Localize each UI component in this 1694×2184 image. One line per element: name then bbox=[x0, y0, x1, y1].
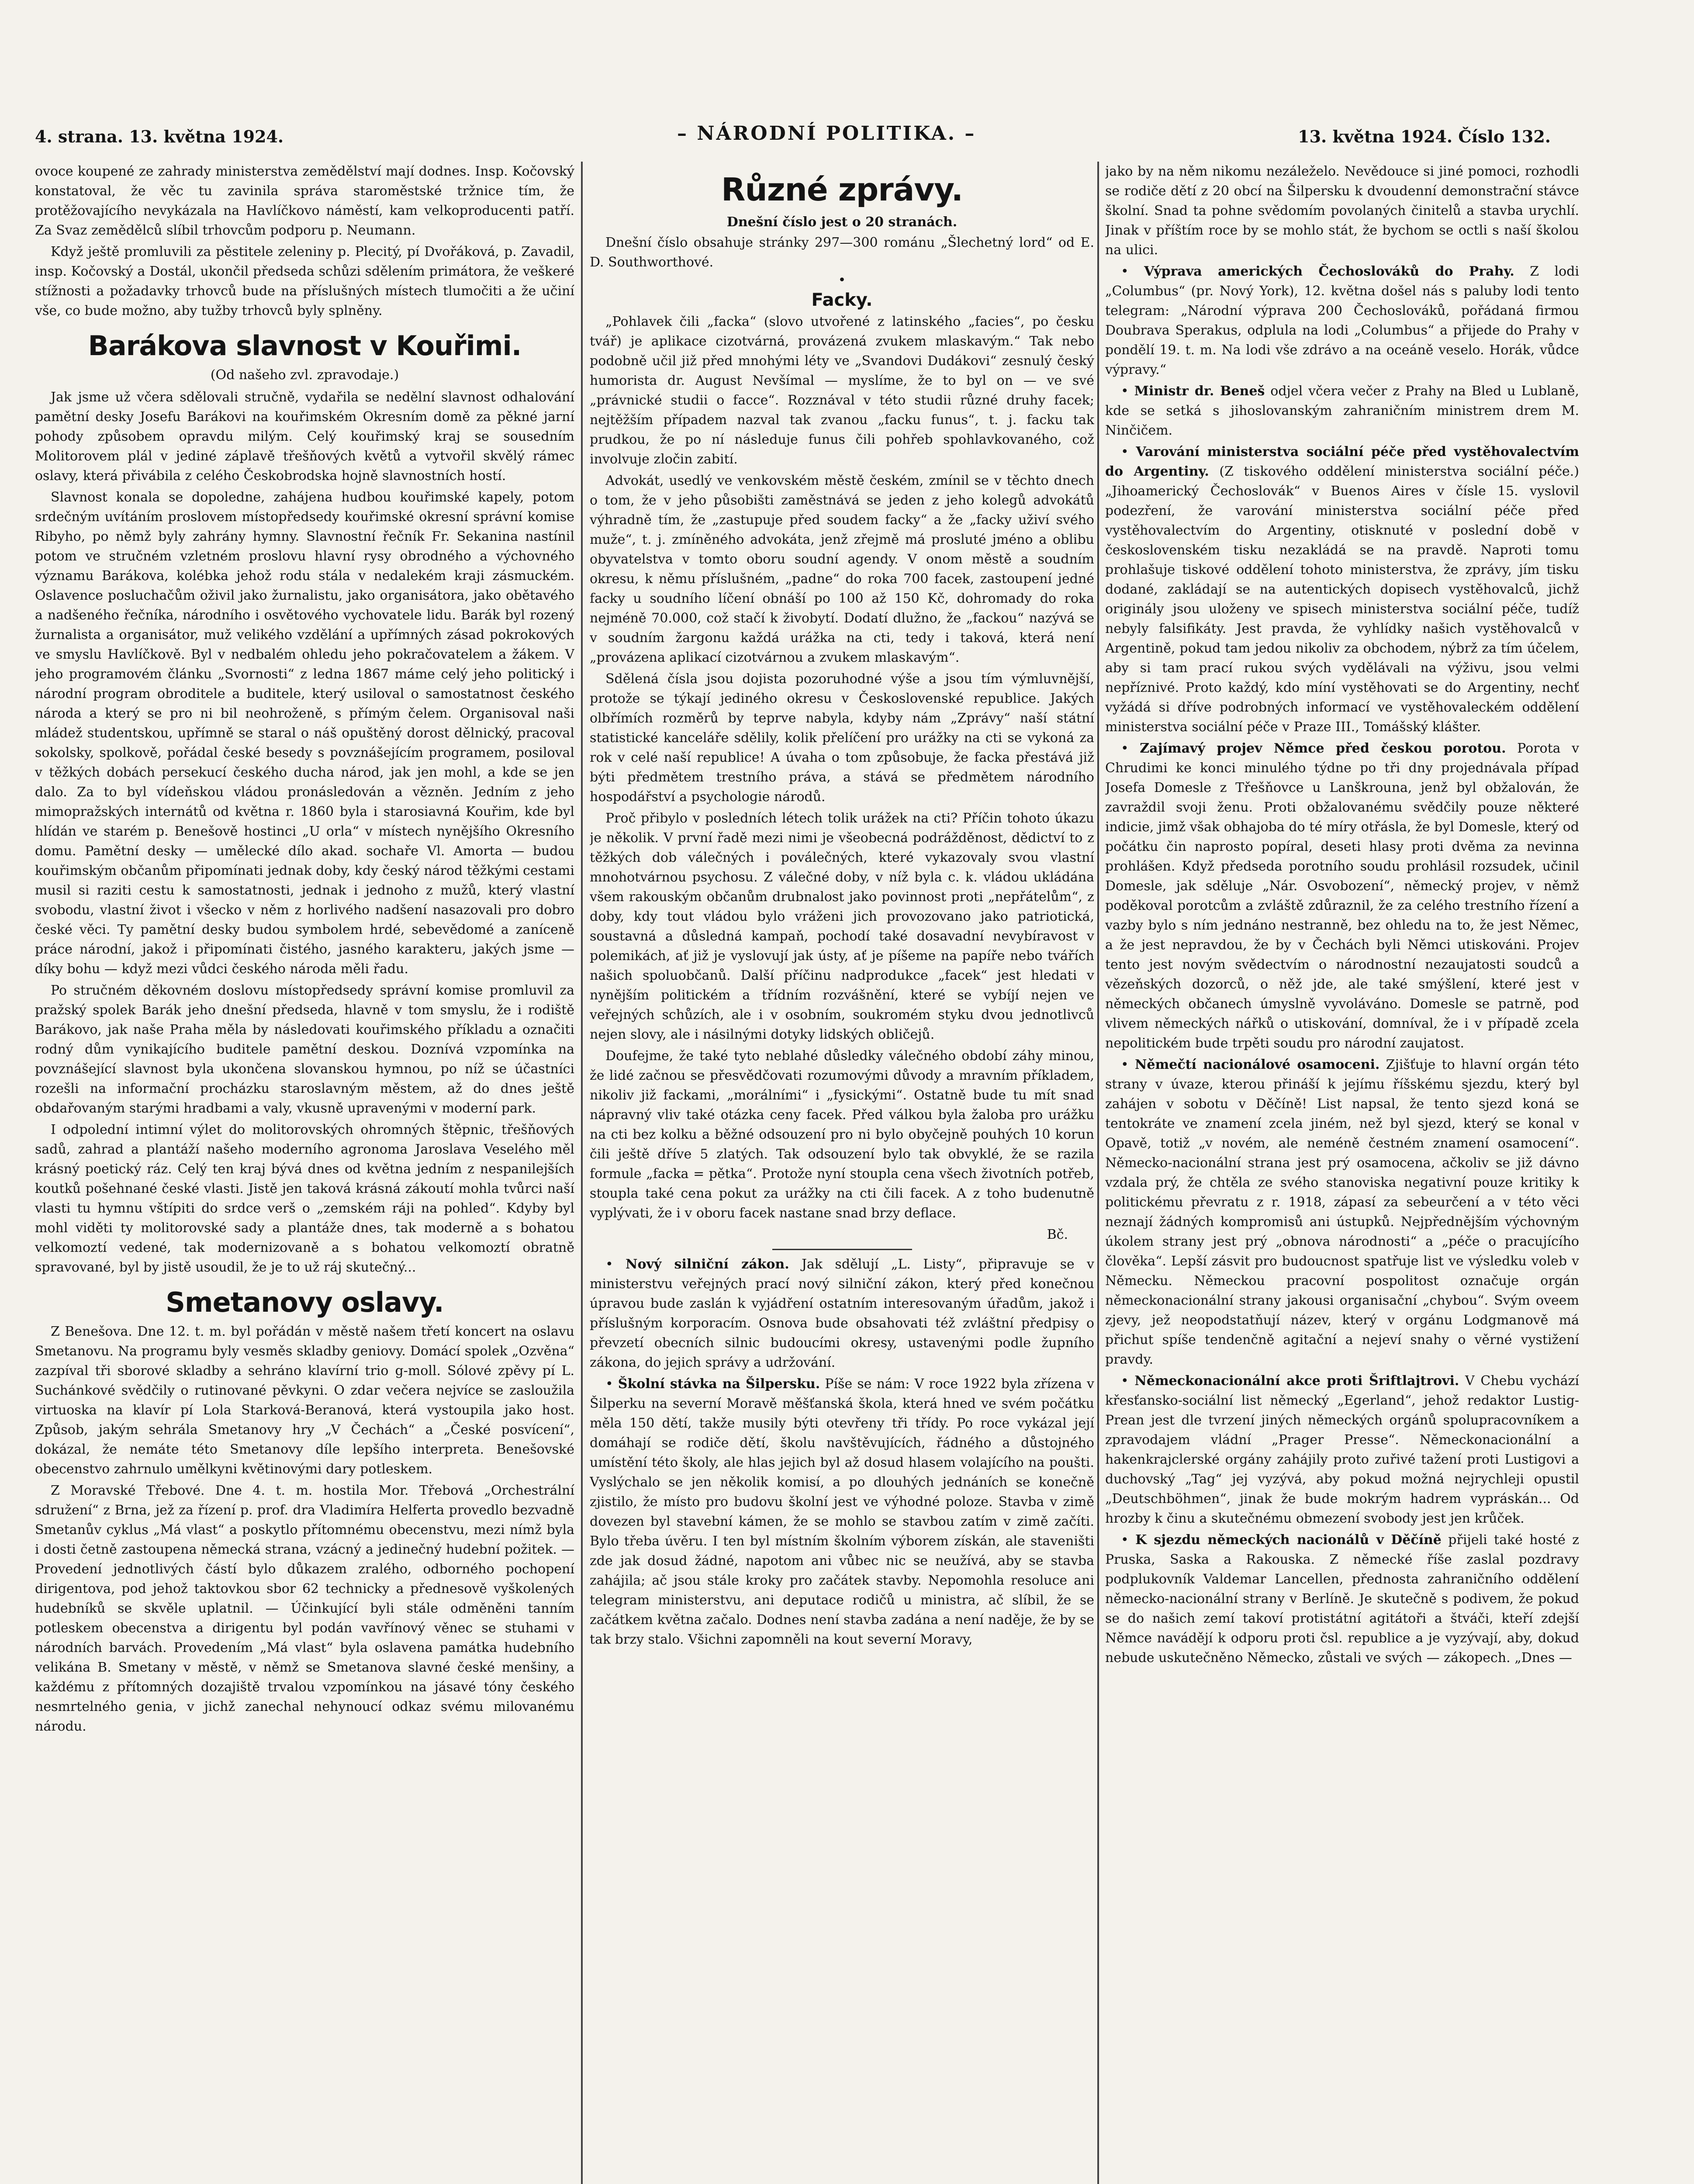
paragraph: • Školní stávka na Šilpersku. Píše se nám: V roce 1922 byla zřízena v Šilperku na severní Moravě měšťanská škola, která hned ve svém počátku měla 150 dětí, takže musily býti otevřeny tři třídy. Po roce vykázal její domáhají se rodiče dětí, školu navštěvujících, řádného a důstojného umístění této školy, ale hlas jejich byl až dosud hlasem volajícího na poušti. Vyslýchalo se jen několik komisí, a po dlouhých jednáních se konečně zjistilo, že místo pro budovu školní jest ve výhodné poloze. Stavba v zimě dovezen byl stavební kámen, že se mohlo se stavbou zatím v zimě začíti. Bylo třeba úvěru. I ten byl místním školním výborem získán, ale staveništi zde jak dosud žádné, napotom ani vůbec nic se neužívá, aby se stavba zahájila; ač jsou stále kroky pro začátek stavby. Nepomohla resoluce ani telegram ministerstvu, ani deputace rodičů u ministra, ač slíbil, že se začátkem května začalo. Dodnes není stavba zadána a není naděje, že by se tak brzy stalo. Všichni zapomněli na kout severní Moravy, bbox=[590, 1376, 1094, 1647]
news-headline: Facky. bbox=[811, 290, 873, 310]
news-headline: Nový silniční zákon. bbox=[626, 1257, 789, 1272]
paragraph: Když ještě promluvili za pěstitele zeleniny p. Plecitý, pí Dvořáková, p. Zavadil, insp. Kočovský a Dostál, ukončil předseda schůzi sdělením primátora, že veškeré stížnosti a požadavky trhovců bude na příslušných místech tlumočiti a že učiní vše, co bude možno, aby tužby trhovců byly splněny. bbox=[35, 244, 574, 318]
news-headline: Výprava amerických Čechoslováků do Prahy. bbox=[1144, 264, 1514, 279]
article-subtitle: (Od našeho zvl. zpravodaje.) bbox=[210, 367, 399, 383]
paragraph: • Nový silniční zákon. Jak sdělují „L. Listy“, připravuje se v ministerstvu veřejných prací nový silniční zákon, který před konečnou úpravou bude zaslán k vyjádření ostatním interesovaným úřadům, jakož i příslušným korporacím. Osnova bude obsahovati též zvláštní předpisy o převzetí obecních silnic budoucími okresy, ustavenými podle župního zákona, do jejich správy a udržování. bbox=[590, 1257, 1094, 1370]
column-2 bbox=[590, 162, 1094, 2184]
paragraph: Z Moravské Třebové. Dne 4. t. m. hostila Mor. Třebová „Orchestrální sdružení“ z Brna, jež za řízení p. prof. dra Vladimíra Helferta provedlo bezvadně Smetanův cyklus „Má vlast“ a poskytlo přítomnému obecenstvu, mezi nímž byla i dosti četně zastoupena německá strana, vzácný a jedinečný hudební požitek. — Provedení jednotlivých částí bylo důkazem zralého, odborného pochopení dirigentova, pod jehož taktovkou sbor 62 technicky a přednesově vyškolených hudebníků se skvěle uplatnil. — Účinkující byli stále odměněni tanním potleskem obecenstva a dirigentu byl podán vavřínový věnec se stuhami v národních barvách. Provedením „Má vlast“ byla oslavena památka hudebního velikána B. Smetany v městě, v němž se Smetanova slavné české menšiny, a každému z přítomných dozajiště trvalou vzpomínkou na jásavé tóny českého nesmrtelného genia, v jichž zanechal nehynoucí odkaz svému milovanému národu. bbox=[35, 1483, 574, 1734]
article-title-barak: Barákova slavnost v Kouřimi. bbox=[88, 330, 522, 362]
section-title-ruzne-zpravy: Různé zprávy. bbox=[721, 171, 963, 208]
header-issue-number: 13. května 1924. Číslo 132. bbox=[1298, 127, 1551, 146]
news-item: • K sjezdu německých nacionálů v Děčíně přijeli také hosté z Pruska, Saska a Rakouska. Z německé říše zaslal pozdravy podplukovník Valdemar Lancellen, přednosta zahraničního oddělení německo-nacionální strany v Berlíně. Je skutečně s podivem, že pokud se do našich zemí takoví protistátní agitátoři a štváči, kteří zdejší Němce navádějí k odporu proti čsl. republice a je vyzývají, aby, dokud nebude uskutečněno Německo, zůstali ve svých — zákopech. „Dnes — bbox=[1105, 1532, 1579, 1666]
news-text: (Z tiskového oddělení ministerstva sociální péče.) „Jihoamerický Čechoslovák“ v Buenos Aires v čísle 15. vyslovil podezření, že varování ministerstva sociální péče před vystěhovalectvím do Argentiny, otisknuté v poslední době v československém tisku nezakládá se na pravdě. Naproti tomu prohlašuje tiskové oddělení tohoto ministerstva, že zprávy, jím tisku dodané, zakládají se na autentických dopisech vystěhovalců, jichž originály jsou uloženy ve spisech ministerstva sociální péče, tudíž nebyly falsifikáty. Jest pravda, že vyhlídky našich vystěhovalců v Argentině, pokud tam jedou nikoliv za obchodem, nýbrž za tím účelem, aby si tam prací rukou svých vydělávali na výživu, jsou velmi nepříznivé. Proto každý, kdo míní vystěhovati se do Argentiny, nechť vyžádá si dříve podrobných informací ve vystěhovaleckém oddělení ministerstva sociální péče v Praze III., Tomášský klášter. bbox=[1105, 464, 1579, 735]
paragraph: „Pohlavek čili „facka“ (slovo utvořené z latinského „facies“, po česku tvář) je aplikace cizotvárná, provázená zvukem mlaskavým.“ Tak nebo podobně učil již před mnohými léty ve „Svandovi Dudákovi“ zesnulý český humorista dr. August Nevšímal — myslíme, že to byl on — ve své „právnické studii o facce“. Rozznával v této studii různé druhy facek; nejtěžším případem nazval tak zvanou „facku funus“, t. j. facku tak prudkou, že po ní následuje funus čili pohřeb spohlavkovaného, což involvuje zločin zabití. bbox=[590, 314, 1094, 467]
author-signature: Bč. bbox=[1047, 1227, 1068, 1242]
news-headline: Zajímavý projev Němce před českou porotou. bbox=[1140, 741, 1506, 756]
news-headline: Ministr dr. Beneš bbox=[1134, 384, 1265, 399]
paragraph: Z Benešova. Dne 12. t. m. byl pořádán v městě našem třetí koncert na oslavu Smetanovu. Na programu byly vesměs skladby geniovy. Domácí spolek „Ozvěna“ zazpíval tři sborové skladby a sehráno klavírní trio g-moll. Sólové zpěvy pí L. Suchánkové svědčily o rutinované pěvkyni. O zdar večera nejvíce se zasloužila virtuoska na klavír pí Lola Starková-Beranová, která vystoupila jako host. Způsob, jakým sehrála Smetanovy hry „V Čechách“ a „České posvícení“, dokázal, že nemáte této Smetanovy díle lepšího interpreta. Benešovské obecenstvo zahrnulo umělkyni květinovými dary potleskem. bbox=[35, 1324, 574, 1477]
paragraph: jako by na něm nikomu nezáleželo. Nevědouce si jiné pomoci, rozhodli se rodiče dětí z 20 obcí na Šilpersku k dvoudenní demonstrační stávce školní. Snad ta pohne svědomím povolaných činitelů a stavba urychlí. Jinak v příštím roce by se mohlo stát, že bychom se octli s naší školou na ulici. bbox=[1105, 164, 1579, 258]
separator-dot: • bbox=[838, 273, 846, 288]
news-headline: Varování ministerstva sociální péče před vystěhovalectvím do Argentiny. bbox=[1105, 444, 1579, 479]
paragraph: Dnešní číslo obsahuje stránky 297—300 románu „Šlechetný lord“ od E. D. Southworthové. bbox=[590, 235, 1094, 270]
news-headline: Školní stávka na Šilpersku. bbox=[618, 1376, 820, 1392]
news-item: • Zajímavý projev Němce před českou porotou. Porota v Chrudimi ke konci minulého týdne po tři dny projednávala případ Josefa Domesle z Třešňovce u Lanškrouna, jenž byl obžalován, že zavraždil svoji ženu. Proti obžalovanému svědčily pouze některé indicie, jimž však obhajoba do té míry otřásla, že byl Domesle, který od počátku čin naprosto popíral, deseti hlasy proti dvěma za nevinna prohlášen. Když předseda porotního soudu prohlásil rozsudek, učinil Domesle, jak sděluje „Nár. Osvobození“, německý projev, v němž poděkoval porotcům a zvláště zdůraznil, že za celého trestního řízení a vazby bylo s ním jednáno nestranně, bez ohledu na to, že jest Němec, a že jest nepravdou, že by v Čechách byli Němci utiskováni. Projev tento jest novým svědectvím o národnostní nezaujatosti soudců a vězeňských dozorců, o něž jde, ale také smýšlení, které jest v německých občanech úmyslně vyvoláváno. Domesle se patrně, pod vlivem německých nářků o utiskování, domníval, že i v případě zcela nepolitickém bude trpěti soudu pro národní zaujatost. bbox=[1105, 741, 1579, 1051]
paragraph: Sdělená čísla jsou dojista pozoruhodné výše a jsou tím výmluvnější, protože se týkají jediného okresu v Československé republice. Jakých olbřímích rozměrů by teprve nabyla, kdyby nám „Zprávy“ naší státní statistické kanceláře sdělily, kolik přelíčení pro urážky na cti se vykoná za rok v celé naší republice! A úvaha o tom způsobuje, že facka přestává již býti předmětem trestního práva, a stává se předmětem národního hospodářství a psychologie národů. bbox=[590, 671, 1094, 805]
news-item: • Německonacionální akce proti Šriftlajtrovi. V Chebu vychází křesťansko-sociální list německý „Egerland“, jehož redaktor Lustig-Prean jest dle tvrzení jiných německých orgánů spolupracovníkem a zpravodajem vládní „Prager Presse“. Německonacionální a hakenkrajclerské orgány zahájily proto zuřivé tažení proti Lustigovi a duchovský „Tag“ jej vyzývá, aby pokud možná nejrychleji opustil „Deutschböhmen“, jinak že bude mokrým hadrem vypráskán... Od hrozby k činu a skutečnému obmezení svobody jest jen krůček. bbox=[1105, 1373, 1579, 1526]
article-title-smetana: Smetanovy oslavy. bbox=[166, 1286, 444, 1318]
paragraph: Proč přibylo v posledních létech tolik urážek na cti? Příčin tohoto úkazu je několik. V první řadě mezi nimi je všeobecná podrážděnost, dědictví to z těžkých dob válečných i poválečných, které vykazovaly svou vlastní mnohotvárnou psychosu. Z válečné doby, v níž byla c. k. vládou ukládána všem rakouským občanům drubnalost jako povinnost proti „nepřátelům“, z doby, kdy tout vládou bylo vráženi jich provozovano jako patriotická, soustavná a důsledná kampaň, pochodí také dosavadní nevybíravost v polemikách, ať již je vyslovují jak ústy, ať je píšeme na papíře nebo tvářích našich spoluobčanů. Další příčinu nadprodukce „facek“ jest hledati v nynějším politickém a třídním rozvášnění, které se vybíjí nejen ve veřejných schůzích, ale i v osobním, soukromém styku dvou jednotlivců nejen slovy, ale i násilnými dotyky lidských obličejů. bbox=[590, 811, 1094, 1042]
page-header bbox=[35, 122, 1551, 166]
news-headline: Dnešní číslo jest o 20 stranách. bbox=[726, 214, 958, 230]
paragraph: Advokát, usedlý ve venkovském městě českém, zmínil se v těchto dnech o tom, že v jeho působišti zaměstnává se jeden z jeho kolegů advokátů výhradně tím, že „zastupuje před soudem facky“ a že „facky uživí svého muže“, t. j. zmíněného advokáta, jenž zřejmě má prosluté jméno a oblibu obyvatelstva v tomto oboru soudní agendy. V onom městě a soudním okresu, k němu příslušném, „padne“ do roka 700 facek, zastoupení jedné facky u soudního líčení obnáší po 100 až 150 Kč, dohromady do roka nejméně 70.000, což stačí k živobytí. Dodatí dlužno, že „fackou“ nazývá se v soudním žargonu každá urážka na cti, tedy i taková, která není „provázena aplikací cizotvárnou a zvukem mlaskavým“. bbox=[590, 473, 1094, 665]
news-text: Zjišťuje to hlavní orgán této strany v úvaze, kterou přináší k jejímu říšskému sjezdu, který byl zahájen v sobotu v Děčíně! List napsal, že tento sjezd koná se tentokráte ve znamení zcela jiném, než byl sjezd, který se konal v Opavě, totiž „v novém, ale neméně čestném znamení osamocení“. Německo-nacionální strana jest prý osamocena, ačkoliv se již dávno vzdala prý, že chtěla ze svého stanoviska negativní pouze kritiky k politickému převratu z r. 1918, zápasí za sebeurčení a v této věci neznají žádných kompromisů ani ústupků. Nejpřednějším výchovným úkolem strany jest prý „obnova národnosti“ a „péče o pracujícího člověka“. Lepší zásvit pro budoucnost spatřuje list ve výsledku voleb v Německu. Německou pracovní pospolitost označuje orgán německonacionální strany jakousi organisační „chybou“. Svým oveem zjevy, jež neopodstatňují název, který v orgánu Lodgmanově má přichut spíše tendenčně agitační a nejeví snahy o věrné vystižení pravdy. bbox=[1105, 1057, 1579, 1367]
paragraph: I odpolední intimní výlet do molitorovských ohromných štěpnic, třešňových sadů, zahrad a plantáží našeho moderního agronoma Jaroslava Veselého měl krásný poetický ráz. Celý ten kraj bývá dnes od května jedním z nespanilejších koutků pošehnané české vlasti. Jistě jen taková krásná zákoutí mohla tvůrci naší vlasti tu hymnu vštípiti do srdce verš o „zemském ráji na pohled“. Kdyby byl mohl viděti ty molitorovské sady a plantáže dnes, tak moderně a s bohatou velkomoztí vedené, tak modernizovaně a s bohatou velkomoztí obratně spravované, byl by jistě usoudil, že je to už ráj skutečný... bbox=[35, 1122, 574, 1275]
paragraph: Po stručném děkovném doslovu místopředsedy správní komise promluvil za pražský spolek Barák jeho dnešní předseda, hlavně v tom smyslu, že i rodiště Barákovo, jak naše Praha měla by následovati kouřimského příkladu a označiti rodný dům vynikajícího buditele pamětní deskou. Doznívá vzpomínka na povznášející slavnost byla ukončena slovanskou hymnou, po níž se účastníci rozešli na informační procházku staroslavným městem, až do dnes ještě obdařovaným starými hradbami a valy, vkusně upravenými v moderní park. bbox=[35, 983, 574, 1116]
paragraph: ovoce koupené ze zahrady ministerstva zemědělství mají dodnes. Insp. Kočovský konstatoval, že věc tu zavinila správa staroměstské tržnice tím, že protěžovajícího nevykázala na Havlíčkovo náměstí, kam velkoproducenti patří. Za Svaz zemědělců slíbil trhovcům podporu p. Neumann. bbox=[35, 164, 574, 238]
news-text: Z lodi „Columbus“ (pr. Nový York), 12. května došel nás s paluby lodi tento telegram: „Národní výprava 200 Čechoslováků, pořádaná firmou Doubrava Sperakus, odplula na lodi „Columbus“ a přijede do Prahy v pondělí 19. t. m. Na lodi vše zdrávo a na oceáně veselo. Horák, vůdce výpravy.“ bbox=[1105, 264, 1579, 377]
paragraph: Jak jsme už včera sdělovali stručně, vydařila se nedělní slavnost odhalování pamětní desky Josefu Barákovi na kouřimském Okresním domě za pěkné jarní pohody způsobem opravdu milým. Celý kouřimský kraj se sousedním Molitorovem plál v jediné záplavě třešňových květů a vytvořil skvělý rámec oslavy, která přivábila z celého Českobrodska hojně slavnostních hostí. bbox=[35, 390, 574, 484]
news-text: V Chebu vychází křesťansko-sociální list německý „Egerland“, jehož redaktor Lustig-Prean jest dle tvrzení jiných německých orgánů spolupracovníkem a zpravodajem vládní „Prager Presse“. Německonacionální a hakenkrajclerské orgány zahájily proto zuřivé tažení proti Lustigovi a duchovský „Tag“ jej vyzývá, aby pokud možná nejrychleji opustil „Deutschböhmen“, jinak že bude mokrým hadrem vypráskán... Od hrozby k činu a skutečnému obmezení svobody jest jen krůček. bbox=[1105, 1373, 1579, 1526]
news-item: • Němečtí nacionálové osamoceni. Zjišťuje to hlavní orgán této strany v úvaze, kterou přináší k jejímu říšskému sjezdu, který byl zahájen v sobotu v Děčíně! List napsal, že tento sjezd koná se tentokráte ve znamení zcela jiném, než byl sjezd, který se konal v Opavě, totiž „v novém, ale neméně čestném znamení osamocení“. Německo-nacionální strana jest prý osamocena, ačkoliv se již dávno vzdala prý, že chtěla ze svého stanoviska negativní pouze kritiky k politickému převratu z r. 1918, zápasí za sebeurčení a v této věci neznají žádných kompromisů ani ústupků. Nejpřednějším výchovným úkolem strany jest prý „obnova národnosti“ a „péče o pracujícího člověka“. Lepší zásvit pro budoucnost spatřuje list ve výsledku voleb v Německu. Německou pracovní pospolitost označuje orgán německonacionální strany jakousi organisační „chybou“. Svým oveem zjevy, jež neopodstatňují název, který v orgánu Lodgmanově má přichut spíše tendenčně agitační a nejeví snahy o věrné vystižení pravdy. bbox=[1105, 1057, 1579, 1367]
news-headline: Německonacionální akce proti Šriftlajtrovi. bbox=[1134, 1373, 1459, 1389]
news-text: Porota v Chrudimi ke konci minulého týdne po tři dny projednávala případ Josefa Domesle z Třešňovce u Lanškrouna, jenž byl obžalován, že zavraždil svoji ženu. Proti obžalovanému svědčily pouze některé indicie, jimž však obhajoba do té míry otřásla, že byl Domesle, který od počátku čin naprosto popíral, deseti hlasy proti dvěma za nevinna prohlášen. Když předseda porotního soudu prohlásil rozsudek, učinil Domesle, jak sděluje „Nár. Osvobození“, německý projev, v němž poděkoval porotcům a zvláště zdůraznil, že za celého trestního řízení a vazby bylo s ním jednáno nestranně, bez ohledu na to, že jest Němec, a že jest nepravdou, že by v Čechách byli Němci utiskováni. Projev tento jest novým svědectvím o národnostní nezaujatosti soudců a vězeňských dozorců, o něž jde, ale také smýšlení, které jest v německých občanech úmyslně vyvoláváno. Domesle se patrně, pod vlivem německých nářků o utiskování, domníval, že i v případě zcela nepolitickém bude trpěti soudu pro národní zaujatost. bbox=[1105, 741, 1579, 1051]
column-1 bbox=[35, 162, 574, 2184]
header-page-date: 4. strana. 13. května 1924. bbox=[35, 127, 284, 146]
news-item: • Varování ministerstva sociální péče před vystěhovalectvím do Argentiny. (Z tiskového oddělení ministerstva sociální péče.) „Jihoamerický Čechoslovák“ v Buenos Aires v čísle 15. vyslovil podezření, že varování ministerstva sociální péče před vystěhovalectvím do Argentiny, otisknuté v poslední době v československém tisku nezakládá se na pravdě. Naproti tomu prohlašuje tiskové oddělení tohoto ministerstva, že zprávy, jím tisku dodané, zakládají se na autentických dopisech vystěhovalců, jichž originály jsou uloženy ve spisech ministerstva sociální péče, tudíž nebyly falsifikáty. Jest pravda, že vyhlídky našich vystěhovalců v Argentině, pokud tam jedou nikoliv za obchodem, nýbrž za tím účelem, aby si tam prací rukou svých vydělávali na výživu, jsou velmi nepříznivé. Proto každý, kdo míní vystěhovati se do Argentiny, nechť vyžádá si dříve podrobných informací ve vystěhovaleckém oddělení ministerstva sociální péče v Praze III., Tomášský klášter. bbox=[1105, 444, 1579, 735]
masthead-title: – NÁRODNÍ POLITIKA. – bbox=[677, 122, 976, 145]
news-item: • Ministr dr. Beneš odjel včera večer z Prahy na Bled u Lublaně, kde se setká s jihoslovanským zahraničním ministrem drem M. Ninčičem. bbox=[1105, 384, 1579, 438]
news-text: odjel včera večer z Prahy na Bled u Lublaně, kde se setká s jihoslovanským zahraničním ministrem drem M. Ninčičem. bbox=[1105, 384, 1579, 438]
news-headline: Němečtí nacionálové osamoceni. bbox=[1134, 1057, 1380, 1072]
column-3 bbox=[1105, 162, 1579, 2184]
news-item: • Výprava amerických Čechoslováků do Prahy. Z lodi „Columbus“ (pr. Nový York), 12. května došel nás s paluby lodi tento telegram: „Národní výprava 200 Čechoslováků, pořádaná firmou Doubrava Sperakus, odplula na lodi „Columbus“ a přijede do Prahy v pondělí 19. t. m. Na lodi vše zdrávo a na oceáně veselo. Horák, vůdce výpravy.“ bbox=[1105, 264, 1579, 377]
paragraph: Slavnost konala se dopoledne, zahájena hudbou kouřimské kapely, potom srdečným uvítáním proslovem místopředsedy kouřimské okresní správní komise Ribyho, po němž byly zahrány hymny. Slavnostní řečník Fr. Sekanina nastínil potom ve stručném vzletném proslovu hlavní rysy obrodného a výchovného významu Barákova, kolébka jehož rodu stála v nedalekém kraji zásmuckém. Oslavence posluchačům oživil jako žurnalistu, jako organisátora, jako obětavého a nadšeného řečníka, národního i osvětového vychovatele lidu. Barák byl rozený žurnalista a organisátor, muž velikého vzdělání a upřímných zásad pokrokových ve smyslu Havlíčkově. Byl v nedbalém ohledu jeho pokračovatelem a žákem. V jeho programovém článku „Svornosti“ z ledna 1867 máme celý jeho politický i národní program obroditele a buditele, který usiloval o samostatnost českého národa a který se pro ni bil neohroženě, s přímým čelem. Organisoval naši mládež studentskou, upřímně se staral o náš opuštěný dorost dělnický, pracoval sokolsky, spolkově, pořádal české besedy s povznášejícím programem, posiloval v těžkých dobách persekucí českého ducha národ, jak jen mohl, a kde se jen dalo. Za to byl vídeňskou vládou pronásledován a vězněn. Jedním z jeho mimopražských internátů od května r. 1860 byla i starosiavná Kouřim, kde byl hlídán ve starém p. Benešově hostinci „U orla“ v místech nynějšího Okresního domu. Pamětní desky — umělecké dílo akad. sochaře Vl. Amorta — budou kouřimským občanům připomínati jednak doby, kdy český národ těžkými cestami musil si raziti cestu k samostatnosti, jednak i jednoho z mužů, který vlastní svobodu, vlastní život i všecko v něm z horlivého nadšení nasazovali pro dobro české věci. Ty pamětní desky budou symbolem hrdé, sebevědomé a zaníceně práce národní, jakož i připomínati čistého, jasného karakteru, jakých jsme — díky bohu — když mezi vůdci českého národa měli řadu. bbox=[35, 490, 574, 977]
news-headline: K sjezdu německých nacionálů v Děčíně bbox=[1135, 1532, 1442, 1548]
column-divider bbox=[1097, 162, 1099, 2184]
separator-rule bbox=[772, 1249, 912, 1250]
news-text: Píše se nám: V roce 1922 byla zřízena v Šilperku na severní Moravě měšťanská škola, která hned ve svém počátku měla 150 dětí, takže musily býti otevřeny tři třídy. Po roce vykázal její domáhají se rodiče dětí, školu navštěvujících, řádného a důstojného umístění této školy, ale hlas jejich byl až dosud hlasem volajícího na poušti. Vyslýchalo se jen několik komisí, a po dlouhých jednáních se konečně zjistilo, že místo pro budovu školní jest ve výhodné poloze. Stavba v zimě dovezen byl stavební kámen, že se mohlo se stavbou zatím v zimě začíti. Bylo třeba úvěru. I ten byl místním školním výborem získán, ale staveništi zde jak dosud žádné, napotom ani vůbec nic se neužívá, aby se stavba zahájila; ač jsou stále kroky pro začátek stavby. Nepomohla resoluce ani telegram ministerstvu, ani deputace rodičů u ministra, ač slíbil, že se začátkem května začalo. Dodnes není stavba zadána a není naděje, že by se tak brzy stalo. Všichni zapomněli na kout severní Moravy, bbox=[590, 1376, 1094, 1647]
paragraph: Doufejme, že také tyto neblahé důsledky válečného období záhy minou, že lidé začnou se přesvědčovati rozumovými důvody a mravním příkladem, nikoliv již fackami, „morálními“ i „fysickými“. Ostatně bude tu mít snad nápravný vliv také otázka ceny facek. Před válkou byla žaloba pro urážku na cti bez kolku a běžné odsouzení pro ni bylo obyčejně pouhých 10 korun čili ještě dříve 5 zlatých. Tak odsouzení bylo tak obvyklé, že se razila formule „facka = pětka“. Protože nyní stoupla cena všech životních potřeb, stoupla také cena pokut za urážky na cti čili facek. A z toho budenutně vyplývati, že i v oboru facek nastane snad brzy deflace. bbox=[590, 1048, 1094, 1221]
news-text: Jak sdělují „L. Listy“, připravuje se v ministerstvu veřejných prací nový silniční zákon, který před konečnou úpravou bude zaslán k vyjádření ostatním interesovaným úřadům, jakož i příslušným korporacím. Osnova bude obsahovati též zvláštní předpisy o převzetí obecních silnic budoucími okresy, ustavenými podle župního zákona, do jejich správy a udržování. bbox=[590, 1257, 1094, 1370]
news-text: přijeli také hosté z Pruska, Saska a Rakouska. Z německé říše zaslal pozdravy podplukovník Valdemar Lancellen, přednosta zahraničního oddělení německo-nacionální strany v Berlíně. Je skutečně s podivem, že pokud se do našich zemí takoví protistátní agitátoři a štváči, kteří zdejší Němce navádějí k odporu proti čsl. republice a je vyzývají, aby, dokud nebude uskutečněno Německo, zůstali ve svých — zákopech. „Dnes — bbox=[1105, 1532, 1579, 1666]
column-divider bbox=[581, 162, 583, 2184]
